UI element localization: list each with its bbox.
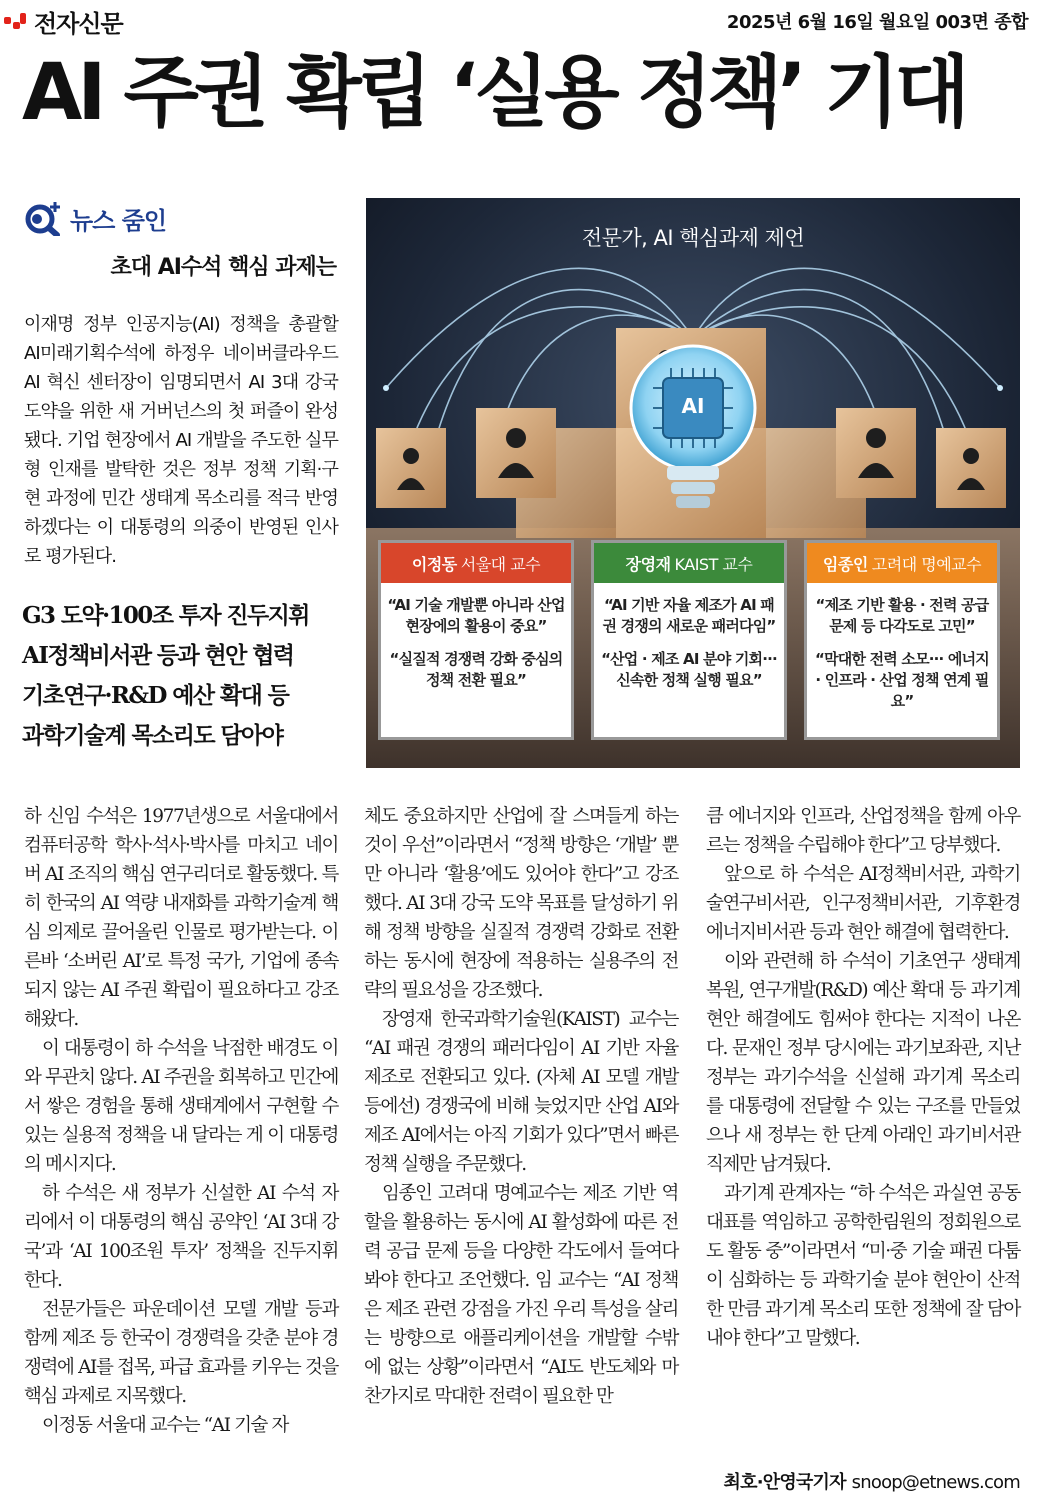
- expert-affiliation: KAIST 교수: [674, 554, 753, 574]
- body-column-3: [706, 802, 1020, 1353]
- expert-quote: “막대한 전력 소모··· 에너지 · 인프라 · 산업 정책 연계 필요”: [815, 650, 989, 710]
- magnifier-plus-icon: [24, 200, 64, 236]
- expert-quote: “실질적 경쟁력 강화 중심의 정책 전환 필요”: [389, 650, 563, 689]
- expert-card-header: [381, 543, 571, 583]
- byline: [706, 1468, 1020, 1494]
- section-label-text: 뉴스 줌인: [70, 206, 167, 235]
- expert-name: 이정동: [411, 554, 457, 574]
- body-paragraph: 장영재 한국과학기술원(KAIST) 교수는 “AI 패권 경쟁의 패러다임이 AI 기반 자율 제조로 전환되고 있다. (자체 AI 모델 개발 등에선) 경쟁국에 비해 늦었지만 산업 AI와 제조 AI에서는 아직 기회가 있다”면서 빠른 정책 실행을 주문했다.: [364, 1009, 678, 1175]
- body-paragraph: 과기계 관계자는 “하 수석은 과실연 공동대표를 역임하고 공학한림원의 정회원으로도 활동 중”이라면서 “미·중 기술 패권 다툼이 심화하는 등 과학기술 분야 현안이 산적한 만큼 과기계 목소리 또한 정책에 잘 담아내야 한다”고 말했다.: [706, 1183, 1020, 1349]
- expert-affiliation: 서울대 교수: [460, 554, 541, 574]
- lead-paragraph: [24, 310, 338, 571]
- chip-label: AI: [681, 394, 705, 418]
- paper-logo: [4, 6, 123, 36]
- headline: AI 주권 확립 ‘실용 정책’ 기대: [22, 48, 965, 138]
- byline-email[interactable]: snoop@etnews.com: [851, 1472, 1020, 1493]
- body-paragraph: 하 신임 수석은 1977년생으로 서울대에서 컴퓨터공학 학사·석사·박사를 마치고 네이버 AI 조직의 핵심 연구리더로 활동했다. 특히 한국의 AI 역량 내재화를 과학기술계 핵심 의제로 끌어올린 인물로 평가받는다. 이른바 ‘소버린 AI’로 특정 국가, 기업에 종속되지 않는 AI 주권 확립이 필요하다고 강조해왔다.: [24, 806, 338, 1030]
- expert-card: [378, 540, 574, 740]
- deck-line: 기초연구·R&D 예산 확대 등: [22, 682, 289, 709]
- deck-line: G3 도약·100조 투자 진두지휘: [22, 602, 309, 629]
- expert-card: [804, 540, 1000, 740]
- expert-card: [591, 540, 787, 740]
- body-column-2: [364, 802, 678, 1411]
- body-paragraph: 이 대통령이 하 수석을 낙점한 배경도 이와 무관치 않다. AI 주권을 회복하고 민간에서 쌓은 경험을 통해 생태계에서 구현할 수 있는 실용적 정책을 내 달라는 게 이 대통령의 메시지다.: [24, 1038, 338, 1175]
- section-label: [24, 198, 166, 238]
- paper-name: 전자신문: [34, 9, 123, 38]
- body-paragraph: 이와 관련해 하 수석이 기초연구 생태계 복원, 연구개발(R&D) 예산 확대 등 과기계 현안 해결에도 힘써야 한다는 지적이 나온다. 문재인 정부 당시에는 과기보좌관, 지난 정부는 과기수석을 신설해 과기계 목소리를 대통령에 전달할 수 있는 구조를 만들었으나 새 정부는 한 단계 아래인 과기비서관 직제만 남겨뒀다.: [706, 951, 1020, 1175]
- lead-text: 이재명 정부 인공지능(AI) 정책을 총괄할 AI미래기획수석에 하정우 네이버클라우드 AI 혁신 센터장이 임명되면서 AI 3대 강국 도약을 위한 새 거버넌스의 첫 퍼즐이 완성됐다. 기업 현장에서 AI 개발을 주도한 실무형 인재를 발탁한 것은 정부 정책 기획·구현 과정에 민간 생태계 목소리를 적극 반영하겠다는 이 대통령의 의중이 반영된 인사로 평가된다.: [24, 314, 338, 567]
- expert-affiliation: 고려대 명예교수: [871, 554, 982, 574]
- body-paragraph: 체도 중요하지만 산업에 잘 스며들게 하는 것이 우선”이라면서 “정책 방향은 ‘개발’ 뿐만 아니라 ‘활용’에도 있어야 한다”고 강조했다. AI 3대 강국 도약 목표를 달성하기 위해 정책 방향을 실질적 경쟁력 강화로 전환하는 동시에 현장에 적용하는 실용주의 전략의 필요성을 강조했다.: [364, 806, 678, 1001]
- body-paragraph: 앞으로 하 수석은 AI정책비서관, 과학기술연구비서관, 인구정책비서관, 기후환경에너지비서관 등과 현안 해결에 협력한다.: [706, 864, 1020, 943]
- dateline: 2025년 6월 16일 월요일 003면 종합: [726, 12, 1028, 33]
- expert-quote: “제조 기반 활용 · 전력 공급 문제 등 다각도로 고민”: [815, 596, 989, 635]
- infographic-title: 전문가, AI 핵심과제 제언: [581, 226, 805, 250]
- expert-card-header: [594, 543, 784, 583]
- deck-line: AI정책비서관 등과 현안 협력: [22, 642, 294, 669]
- expert-quote: “산업 · 제조 AI 분야 기회··· 신속한 정책 실행 필요”: [601, 650, 777, 689]
- expert-card-header: [807, 543, 997, 583]
- expert-quote: “AI 기반 자율 제조가 AI 패권 경쟁의 새로운 패러다임”: [602, 596, 776, 635]
- body-paragraph: 이정동 서울대 교수는 “AI 기술 자: [42, 1415, 288, 1436]
- body-paragraph: 임종인 고려대 명예교수는 제조 기반 역할을 활용하는 동시에 AI 활성화에 따른 전력 공급 문제 등을 다양한 각도에서 들여다봐야 한다고 조언했다. 임 교수는 “AI 정책은 제조 관련 강점을 가진 우리 특성을 살리는 방향으로 애플리케이션을 개발할 수밖에 없는 상황”이라면서 “AI도 반도체와 마찬가지로 막대한 전력이 필요한 만: [364, 1183, 678, 1407]
- body-column-1: [24, 802, 338, 1440]
- expert-name: 임종인: [822, 554, 868, 574]
- body-paragraph: 하 수석은 새 정부가 신설한 AI 수석 자리에서 이 대통령의 핵심 공약인 ‘AI 3대 강국’과 ‘AI 100조원 투자’ 정책을 진두지휘한다.: [24, 1183, 338, 1291]
- byline-name: 최호·안영국기자: [723, 1472, 846, 1493]
- deck-line: 과학기술계 목소리도 담아야: [22, 722, 283, 749]
- deck-headlines: [22, 596, 342, 756]
- subhead: 초대 AI수석 핵심 과제는: [110, 255, 336, 280]
- expert-name: 장영재: [625, 554, 671, 574]
- body-paragraph: 큼 에너지와 인프라, 산업정책을 함께 아우르는 정책을 수립해야 한다”고 당부했다.: [706, 806, 1020, 856]
- body-paragraph: 전문가들은 파운데이션 모델 개발 등과 함께 제조 등 한국이 경쟁력을 갖춘 분야 경쟁력에 AI를 접목, 파급 효과를 키우는 것을 핵심 과제로 지목했다.: [24, 1299, 338, 1407]
- logo-mark-icon: [4, 10, 30, 32]
- expert-quote: “AI 기술 개발뿐 아니라 산업 현장에의 활용이 중요”: [387, 596, 565, 635]
